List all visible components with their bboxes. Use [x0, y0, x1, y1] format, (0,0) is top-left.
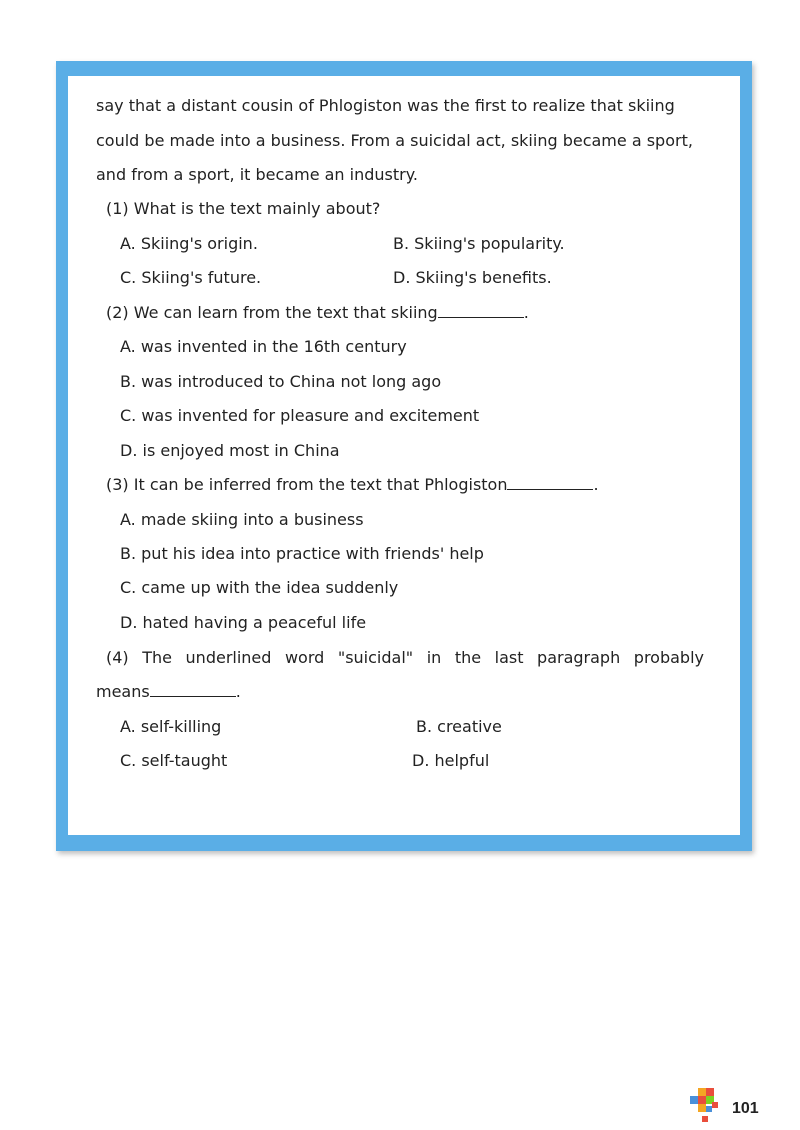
q1-option-b: B. Skiing's popularity. — [393, 234, 565, 253]
q4-stem-word: "suicidal" — [337, 648, 414, 667]
q2-stem-text: (2) We can learn from the text that skiing — [106, 303, 438, 322]
passage-line-2: could be made into a business. From a suicidal act, skiing became a sport, — [96, 131, 693, 150]
q1-option-c: C. Skiing's future. — [120, 268, 262, 287]
q4-stem-word: last — [494, 648, 524, 667]
question-frame — [56, 61, 752, 851]
q4-stem-line-2 — [96, 682, 241, 702]
q1-option-d: D. Skiing's benefits. — [393, 268, 552, 287]
q4-blank — [150, 682, 236, 697]
q4-stem-word: (4) — [106, 648, 129, 667]
q4-stem-word: word — [284, 648, 325, 667]
q4-stem-word: the — [454, 648, 482, 667]
q2-option-b: B. was introduced to China not long ago — [120, 372, 442, 391]
question-panel — [68, 76, 740, 835]
q4-option-d: D. helpful — [412, 751, 490, 770]
q4-option-b: B. creative — [416, 717, 502, 736]
q2-option-d: D. is enjoyed most in China — [120, 441, 340, 460]
q3-stem-end: . — [593, 475, 599, 494]
q4-option-a: A. self-killing — [120, 717, 222, 736]
q4-stem-end: . — [235, 682, 241, 701]
q2-stem — [106, 303, 529, 323]
q3-stem — [106, 475, 599, 495]
q2-option-a: A. was invented in the 16th century — [120, 337, 407, 356]
passage-line-1: say that a distant cousin of Phlogiston was the first to realize that skiing — [96, 96, 675, 115]
q4-stem-word: in — [426, 648, 442, 667]
q4-stem-word: paragraph — [537, 648, 621, 667]
q3-blank — [507, 475, 593, 490]
passage-line-3: and from a sport, it became an industry. — [96, 165, 418, 184]
q3-option-a: A. made skiing into a business — [120, 510, 364, 529]
q4-stem-word: The — [142, 648, 172, 667]
q2-blank — [438, 303, 524, 318]
q1-stem: (1) What is the text mainly about? — [106, 199, 381, 218]
q4-stem-word: probably — [633, 648, 704, 667]
page-number: 101 — [732, 1100, 759, 1117]
q3-option-c: C. came up with the idea suddenly — [120, 578, 399, 597]
q1-option-a: A. Skiing's origin. — [120, 234, 258, 253]
q4-stem-means: means — [96, 682, 150, 701]
q4-stem-line-1 — [106, 648, 704, 668]
q4-option-c: C. self-taught — [120, 751, 228, 770]
q3-stem-text: (3) It can be inferred from the text that Phlogiston — [106, 475, 508, 494]
q3-option-b: B. put his idea into practice with friends' help — [120, 544, 484, 563]
q4-stem-word: underlined — [185, 648, 272, 667]
q2-option-c: C. was invented for pleasure and excitement — [120, 406, 480, 425]
q2-stem-end: . — [523, 303, 529, 322]
publisher-logo-icon — [690, 1088, 720, 1124]
q3-option-d: D. hated having a peaceful life — [120, 613, 367, 632]
